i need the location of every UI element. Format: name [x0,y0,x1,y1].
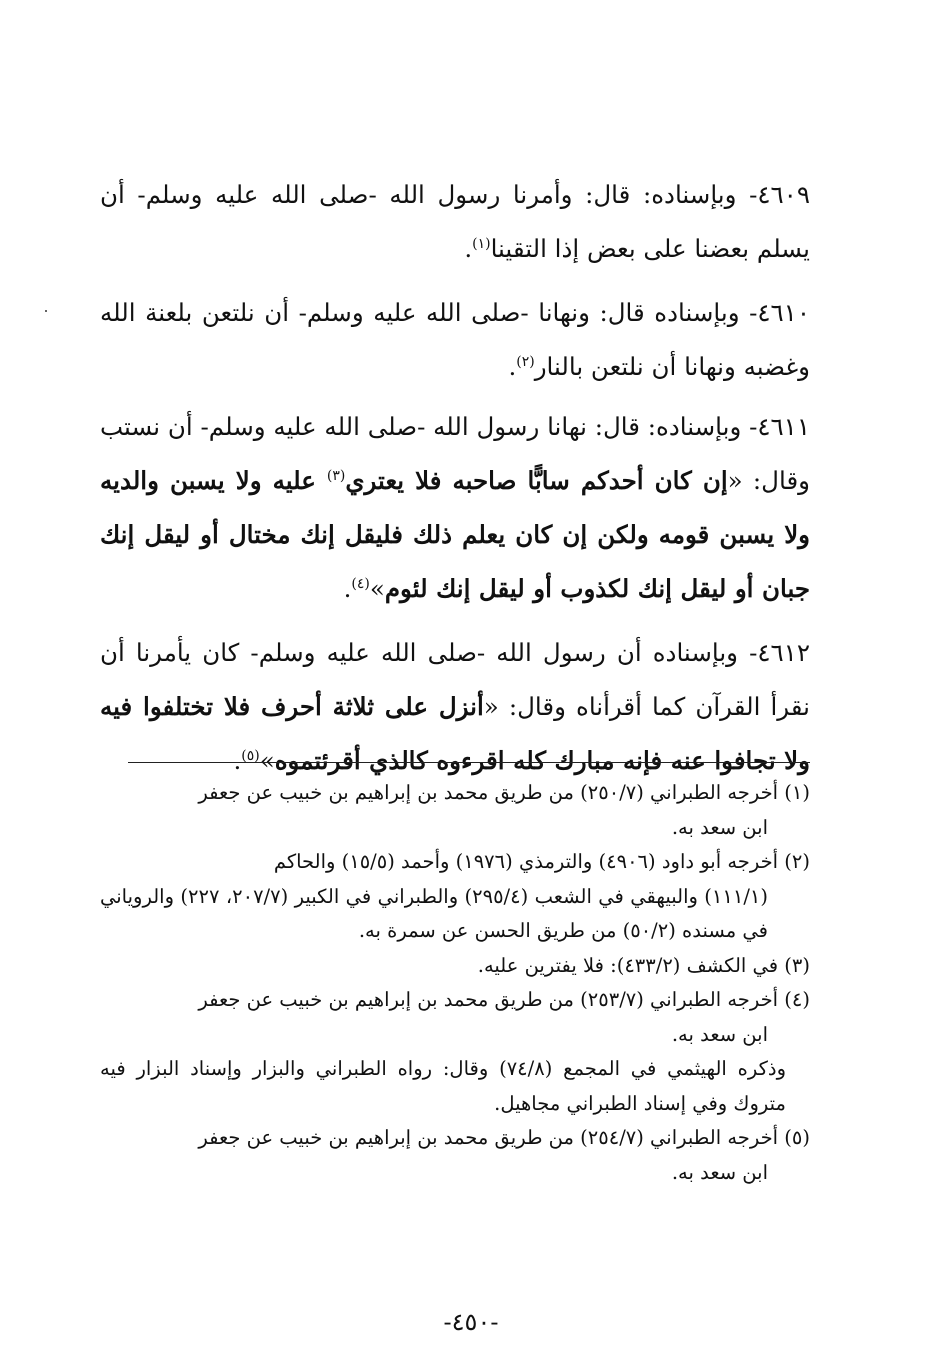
hadith-number: ٤٦١٢- [749,638,810,667]
punctuation: . [343,574,352,603]
footnote-4-extra: وذكره الهيثمي في المجمع (٧٤/٨) وقال: رواه الطبراني والبزار وإسناد البزار فيه متروك وفي إسناد الطبراني مجاهيل. [100,1057,786,1115]
hadith-4612 [100,626,810,788]
footnote-3: (٣) في الكشف (٤٣٣/٢): فلا يفترين عليه. [477,953,810,977]
punctuation: . [464,234,473,263]
footnote-2: (٢) أخرجه أبو داود (٤٩٠٦) والترمذي (١٩٧٦) وأحمد (١٥/٥) والحاكم [273,850,810,873]
footnote-ref: (٥) [241,748,260,764]
footnote-5-cont: ابن سعد به. [671,1160,768,1184]
footnote-2-cont: (١١١/١) والبيهقي في الشعب (٢٩٥/٤) والطبراني في الكبير (٢٠٧/٧، ٢٢٧) والروياني في مسنده (٥٠/٢) من طريق الحسن عن سمرة به. [100,884,768,942]
speck [45,310,47,312]
prophetic-quote-cont: عليه ولا يسبن والديه ولا يسبن قومه ولكن إن كان يعلم ذلك فليقل إنك مختال أو ليقل إنك جبان أو ليقل إنك لكذوب أو ليقل إنك لئوم [100,466,810,603]
hadith-4609 [100,168,810,276]
footnote-1: (١) أخرجه الطبراني (٢٥٠/٧) من طريق محمد بن إبراهيم بن خبيب عن جعفر [198,781,810,804]
footnote-ref: (٣) [326,468,346,484]
quote-close: » [369,574,385,603]
hadith-text: وبإسناده قال: ونهانا -صلى الله عليه وسلم- أن نلتعن بلعنة الله وغضبه ونهانا أن نلتعن بالنار [100,298,810,381]
main-text [100,168,810,798]
footnotes [100,776,810,1190]
hadith-text: وبإسناده: قال: نهانا رسول الله -صلى الله عليه وسلم- أن نستب وقال: « [100,412,810,495]
footnote-ref: (١) [472,236,491,252]
footnote-ref: (٤) [351,576,370,592]
hadith-number: ٤٦١١- [749,412,810,441]
footnote-ref: (٢) [516,354,535,370]
punctuation: . [233,746,242,775]
footnote-4-cont: ابن سعد به. [671,1022,768,1046]
footnote-5: (٥) أخرجه الطبراني (٢٥٤/٧) من طريق محمد بن إبراهيم بن خبيب عن جعفر [198,1126,810,1149]
hadith-text: وبإسناده: قال: وأمرنا رسول الله -صلى الله عليه وسلم- أن يسلم بعضنا على بعض إذا التقينا [100,180,810,263]
hadith-4611 [100,400,810,616]
hadith-number: ٤٦١٠- [749,298,810,327]
prophetic-quote: إن كان أحدكم سابًّا صاحبه فلا يعتري [345,466,728,495]
hadith-4610 [100,286,810,394]
hadith-number: ٤٦٠٩- [749,180,810,209]
quote-close: » [259,746,275,775]
punctuation: . [508,352,517,381]
hadith-text: وبإسناده أن رسول الله -صلى الله عليه وسلم- كان يأمرنا أن نقرأ القرآن كما أقرأناه وقال: « [100,638,810,721]
footnote-4: (٤) أخرجه الطبراني (٢٥٣/٧) من طريق محمد بن إبراهيم بن خبيب عن جعفر [198,988,810,1011]
prophetic-quote: أنزل على ثلاثة أحرف فلا تختلفوا فيه ولا تجافوا عنه فإنه مبارك كله اقرءوه كالذي أقرئتموه [100,692,810,775]
footnote-1-cont: ابن سعد به. [671,815,768,839]
footnote-separator [128,762,810,763]
page-number: -٤٥٠- [443,1308,499,1336]
